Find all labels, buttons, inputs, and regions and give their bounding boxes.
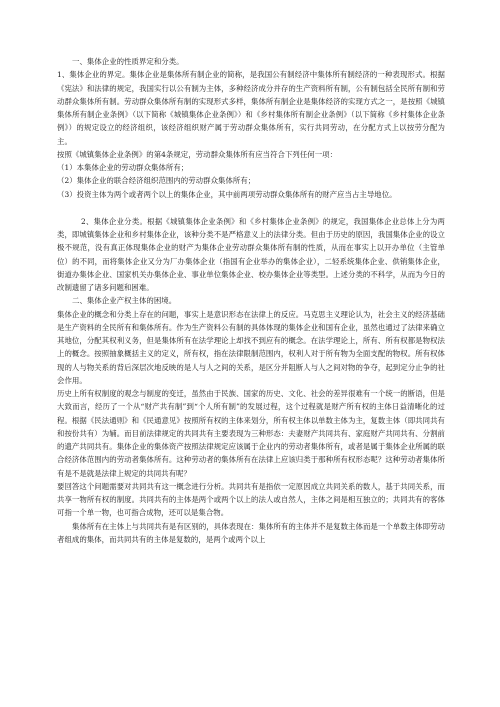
- paragraph-co-ownership: 要回答这个问题需要对共同共有这一概念进行分析。共同共有是指依一定原因成立共同关系的数人，基于共同关系，而共享一物所有权的制度。共同共有的主体是两个或两个以上的法人或自然人，主体之间是相互独立的；共同共有的客体可指一个单一物，也可指合成物，还可以是集合物。: [57, 481, 445, 518]
- paragraph-enterprise-classification: 2、集体企业分类。根据《城镇集体企业条例》和《乡村集体企业条例》的规定，我国集体企业总体上分为两类，即城镇集体企业和乡村集体企业，该种分类不是严格意义上的法律分类。但由于历史的原因，我国集体企业的设立极不规范，没有真正体现集体企业的财产为集体企业劳动群众集体所有制的性质，从而在事实上以开办单位（主管单位）的不同，而将集体企业又分为厂办集体企业（指国有企业举办的集体企业），二轻系统集体企业、供销集体企业，街道办集体企业、国家机关办集体企业、事业单位集体企业、校办集体企业等类型。上述分类的不科学，从而为今日的改制遗留了诸多问题和困难。: [57, 216, 445, 292]
- list-item-3: （3）投资主体为两个或者两个以上的集体企业，其中前两项劳动群众集体所有的财产应当占主导地位。: [57, 189, 397, 199]
- paragraph-ideology: 集体企业的概念和分类上存在的问题，事实上是意识形态在法律上的反应。马克思主义理论认为，社会主义的经济基础是生产资料的全民所有和集体所有。作为生产资料公有制的具体体现的集体企业和国有企业，虽然也通过了法律来确立其地位，分配其权利义务，但是集体所有在法学理论上却找不到应有的概念。在法学理论上，所有、所有权都是物权法上的概念。按照抽象概括主义的定义，所有权，指在法律限制范围内，权利人对于所有物为全面支配的物权。所有权体现的人与物关系的背后深层次地反映的是人与人之间的关系，是区分并阻断人与人之间对物的争夺，起到定分止争的社会作用。: [57, 309, 445, 385]
- paragraph-article-4: 按照《城镇集体企业条例》的第4条规定，劳动群众集体所有应当符合下列任何一项：: [57, 149, 338, 159]
- list-item-1: （1）本集体企业的劳动群众集体所有；: [57, 163, 189, 172]
- paragraph-enterprise-definition: 1、集体企业的界定。集体企业是集体所有制企业的简称，是我国公有制经济中集体所有制经济的一种表现形式。根据《宪法》和法律的规定，我国实行以公有制为主体，多种经济成分并存的生产资料所有制，公有制包括全民所有制和劳动群众集体所有制。劳动群众集体所有制的实现形式多样，集体所有制企业是集体经济的实现方式之一，是按照《城镇集体所有制企业条例》（以下简称《城镇集体企业条例》）和《乡村集体所有制企业条例》（以下简称《乡村集体企业条例》）的规定设立的经济组织，该经济组织财产属于劳动群众集体所有，实行共同劳动，在分配方式上以按劳分配为主。: [57, 70, 445, 146]
- paragraph-collective-vs-common: 集体所有在主体上与共同共有是有区别的，具体表现在：集体所有的主体并不是复数主体而是一个单数主体即劳动者组成的集体，而共同共有的主体是复数的，是两个或两个以上: [57, 521, 445, 544]
- document-page: [57, 55, 445, 546]
- list-item-2: （2）集体企业的联合经济组织范围内的劳动群众集体所有；: [57, 176, 256, 186]
- paragraph-gap: [57, 201, 445, 215]
- section-heading-1: 一、集体企业的性质界定和分类。: [72, 57, 184, 66]
- paragraph-ownership-history: 历史上所有权制度的观念与制度的变迁，虽然由于民族、国家的历史、文化、社会的差异很难有一个统一的断语，但是大致而言，经历了一个从“财产共有制”到“个人所有制”的发展过程，这个过程就是财产所有权的主体日益清晰化的过程。根据《民法通则》和《民通意见》按照所有权的主体来划分，所有权主体以单数主体为主，复数主体（即共同共有和按份共有）为辅。而目前法律规定的共同共有主要表现为三种形态：夫妻财产共同共有、家庭财产共同共有、分割前的遗产共同共有。集体企业的集体资产按照法律规定应该属于企业内的劳动者集体所有，或者是属于集体企业所属的联合经济体范围内的劳动者集体所有。这种劳动者的集体所有在法律上应该归类于那种所有权形态呢？这种劳动者集体所有是不是就是法律上规定的共同共有呢？: [57, 389, 445, 478]
- section-heading-2: 二、集体企业产权主体的困境。: [72, 296, 177, 306]
